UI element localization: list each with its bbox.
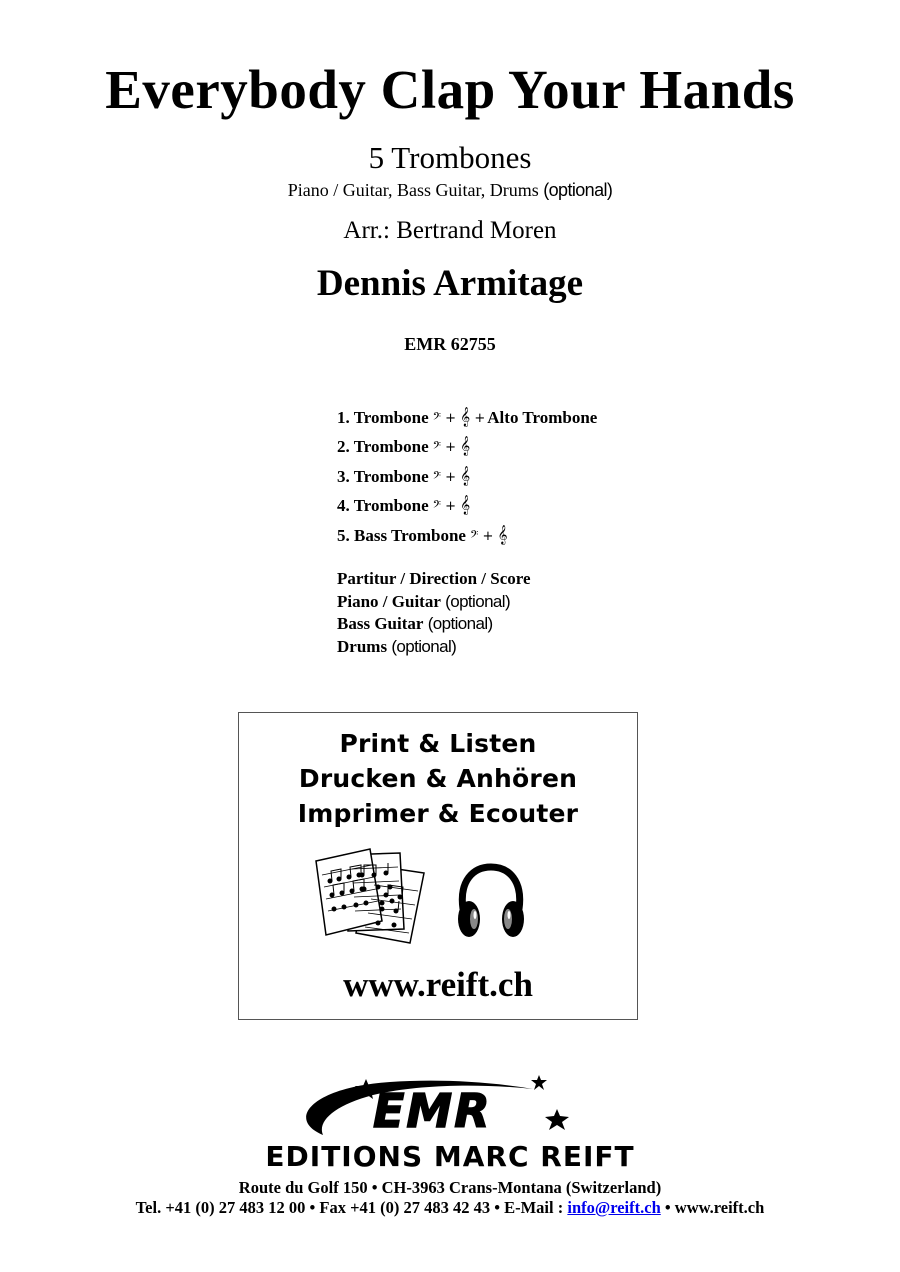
- music-sheets-icon: [312, 845, 442, 945]
- treble-clef-icon: 𝄞: [460, 406, 471, 427]
- material-item: Piano / Guitar (optional): [337, 591, 511, 611]
- clef-icons: 𝄢 + 𝄞 +: [432, 406, 486, 427]
- treble-clef-icon: 𝄞: [460, 495, 471, 516]
- promo-url: www.reift.ch: [343, 965, 533, 1004]
- contact-website: • www.reift.ch: [664, 1198, 765, 1217]
- promo-line-en: Print & Listen: [339, 729, 537, 758]
- clef-icons: 𝄢 + 𝄞: [469, 524, 508, 545]
- clef-icons: 𝄢 + 𝄞: [432, 436, 471, 457]
- arranger: Arr.: Bertrand Moren: [343, 217, 557, 244]
- part-item: [337, 433, 597, 463]
- treble-clef-icon: 𝄞: [497, 524, 508, 545]
- part-label: 3. Trombone: [337, 466, 429, 486]
- composer: Dennis Armitage: [316, 263, 584, 304]
- clef-icons: 𝄢 + 𝄞: [432, 465, 471, 486]
- bass-clef-icon: 𝄢: [432, 440, 441, 456]
- clef-icons: 𝄢 + 𝄞: [432, 495, 471, 516]
- treble-clef-icon: 𝄞: [460, 465, 471, 486]
- bass-clef-icon: 𝄢: [469, 528, 479, 544]
- parts-list: [337, 403, 597, 551]
- part-suffix: Alto Trombone: [487, 407, 598, 427]
- material-item: Partitur / Direction / Score: [337, 569, 531, 588]
- accompaniment-list: Piano / Guitar, Bass Guitar, Drums: [287, 180, 539, 200]
- print-listen-box: [238, 712, 638, 1020]
- email-link[interactable]: info@reift.ch: [567, 1198, 661, 1217]
- materials-list: [337, 568, 531, 658]
- emr-logo: [295, 1075, 595, 1143]
- promo-line-de: Drucken & Anhören: [298, 764, 578, 793]
- material-item: Drums (optional): [337, 636, 457, 656]
- part-item: [337, 403, 597, 433]
- bass-clef-icon: 𝄢: [432, 469, 441, 485]
- optional-note: (optional): [543, 180, 613, 200]
- instrumentation-title: 5 Trombones: [368, 140, 532, 175]
- part-item: [337, 492, 597, 522]
- part-label: 4. Trombone: [337, 496, 429, 516]
- instrumentation-subtitle: [0, 180, 900, 201]
- logo-text: EMR: [373, 1084, 492, 1138]
- part-label: 2. Trombone: [337, 437, 429, 457]
- material-item: Bass Guitar (optional): [337, 614, 493, 634]
- part-label: 1. Trombone: [337, 407, 429, 427]
- promo-line-fr: Imprimer & Ecouter: [297, 799, 579, 828]
- page-title: Everybody Clap Your Hands: [105, 59, 795, 120]
- headphones-icon: [455, 863, 527, 941]
- publisher-name: EDITIONS MARC REIFT: [265, 1140, 635, 1173]
- part-label: 5. Bass Trombone: [337, 525, 466, 545]
- catalog-number: EMR 62755: [404, 334, 496, 354]
- publisher-contact: [0, 1198, 900, 1218]
- publisher-address: Route du Golf 150 • CH-3963 Crans-Montana (Switzerland): [238, 1178, 662, 1197]
- contact-phone-fax: Tel. +41 (0) 27 483 12 00 • Fax +41 (0) 27 483 42 43 • E-Mail :: [135, 1198, 564, 1217]
- part-item: [337, 521, 597, 551]
- bass-clef-icon: 𝄢: [432, 499, 441, 515]
- bass-clef-icon: 𝄢: [432, 410, 441, 426]
- part-item: [337, 462, 597, 492]
- treble-clef-icon: 𝄞: [460, 436, 471, 457]
